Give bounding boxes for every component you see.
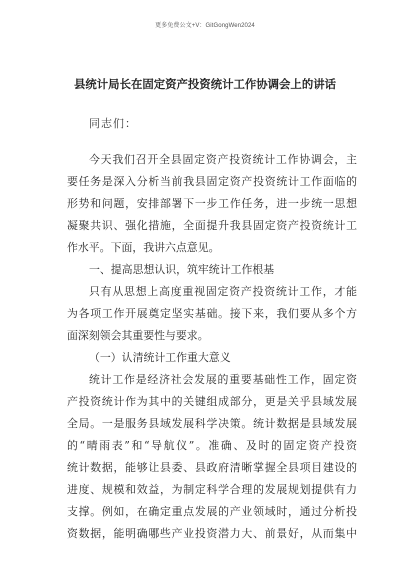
- paragraph-line: 凝聚共识、强化措施，全面提升我县固定资产投资统计工: [67, 219, 357, 232]
- paragraph-line: 产投资统计作为其中的关键组成部分，更是关乎县域发展: [67, 395, 357, 408]
- section-heading: 一、提高思想认识，筑牢统计工作根基: [89, 263, 275, 276]
- subsection-heading: （一）认清统计工作重大意义: [89, 351, 231, 364]
- paragraph-line: 形势和问题，安排部署下一步工作任务，进一步统一思想: [67, 197, 357, 210]
- paragraph-line: 要任务是深入分析当前我县固定资产投资统计工作面临的: [67, 175, 357, 188]
- paragraph-line: 今天我们召开全县固定资产投资统计工作协调会，主: [89, 153, 357, 166]
- paragraph-line: 作水平。下面，我讲六点意见。: [67, 241, 220, 254]
- document-title: 县统计局长在固定资产投资统计工作协调会上的讲话: [74, 77, 336, 91]
- paragraph-line: 为各项工作开展奠定坚实基础。接下来，我们要从多个方: [67, 307, 357, 320]
- paragraph-line: 全局。一是服务县域发展科学决策。统计数据是县域发展: [67, 417, 357, 430]
- paragraph-line: 资数据，能明确哪些产业投资潜力大、前景好，从而集中: [67, 527, 357, 540]
- paragraph-line: 统计数据，能够让县委、县政府清晰掌握全县项目建设的: [67, 461, 357, 474]
- spacer: [67, 135, 357, 149]
- document-body: [67, 113, 357, 545]
- paragraph-line: 统计工作是经济社会发展的重要基础性工作，固定资: [89, 373, 357, 386]
- paragraph-line: 支撑。例如，在确定重点发展的产业领域时，通过分析投: [67, 505, 357, 518]
- paragraph-line: 的“晴雨表”和“导航仪”。准确、及时的固定资产投资: [67, 439, 357, 452]
- salutation: 同志们：: [89, 117, 137, 130]
- paragraph-line: 面深刻领会其重要性与要求。: [67, 329, 209, 342]
- paragraph-line: 只有从思想上高度重视固定资产投资统计工作，才能: [89, 285, 357, 298]
- watermark-text: 更多免费公文+V：GitGongWen2024: [155, 23, 255, 29]
- paragraph-line: 进度、规模和效益，为制定科学合理的发展规划提供有力: [67, 483, 357, 496]
